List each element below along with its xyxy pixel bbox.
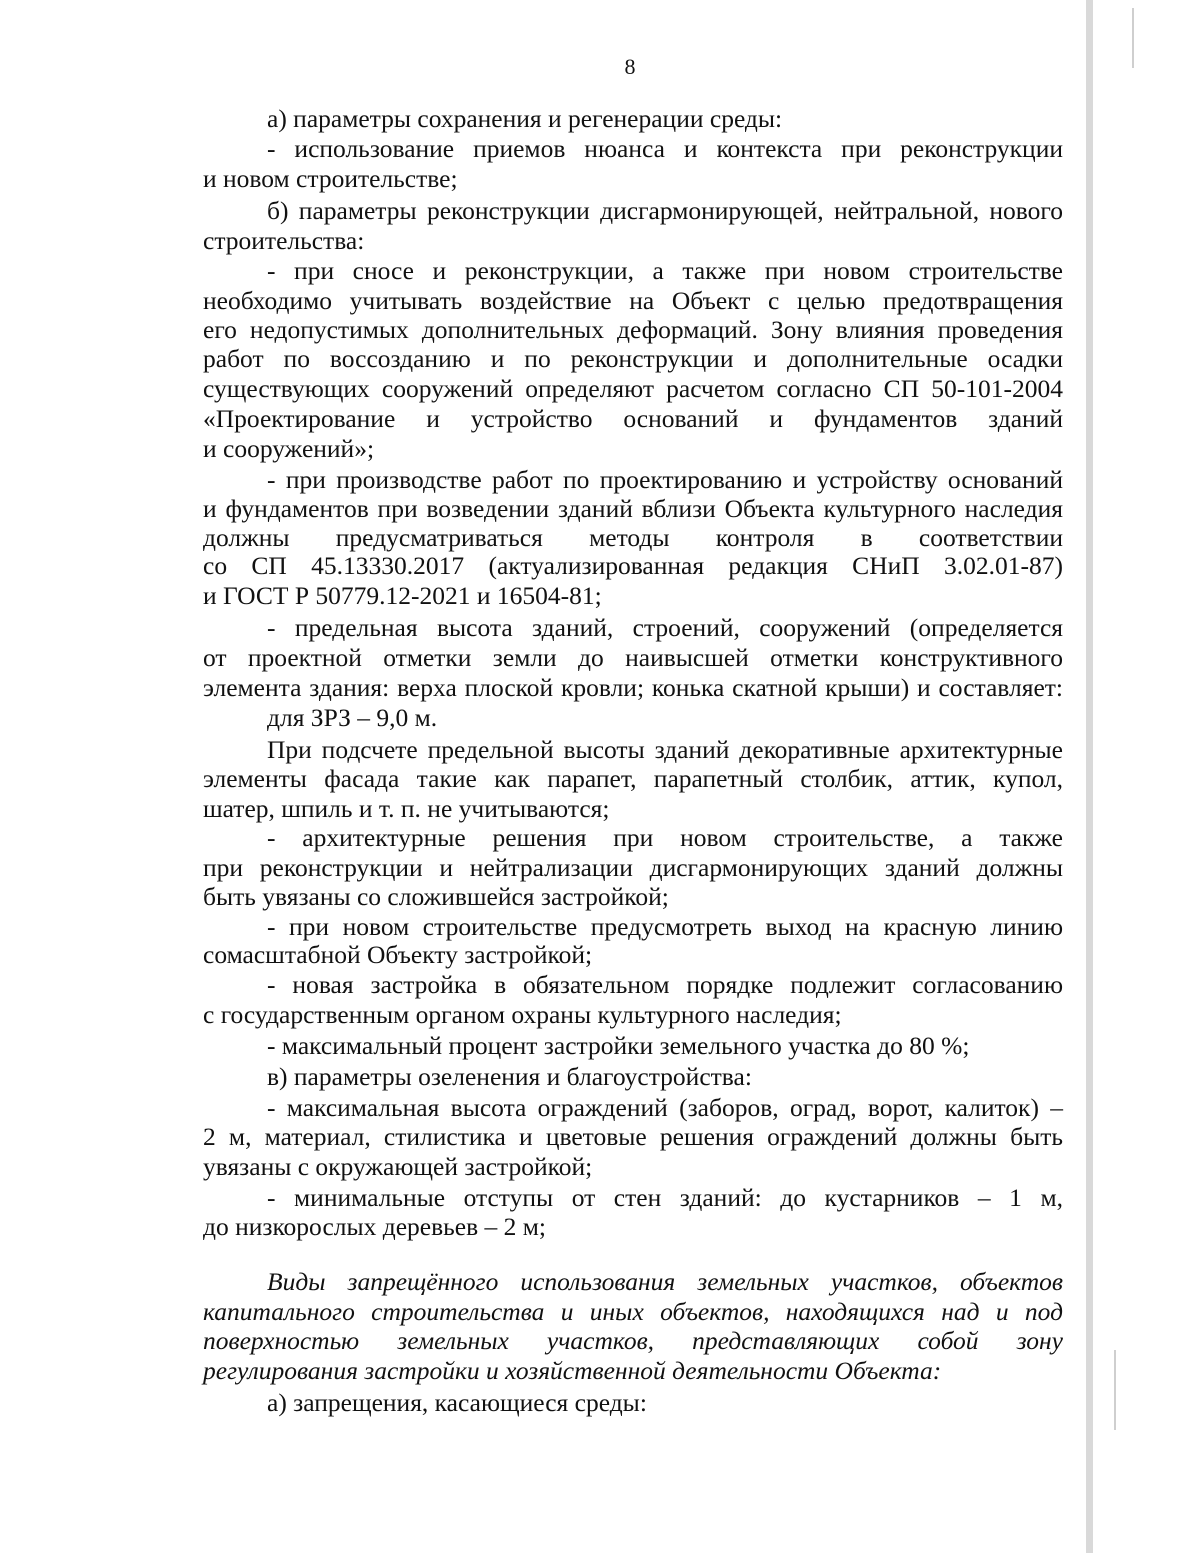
text-line: «Проектирование и устройство оснований и фундаментов зданий [203,404,1063,433]
text-line: сомасштабной Объекту застройкой; [203,940,593,969]
text-line: и сооружений»; [203,434,375,463]
text-line: его недопустимых дополнительных деформаций. Зону влияния проведения [203,315,1063,344]
text-line: существующих сооружений определяют расчетом согласно СП 50-101-2004 [203,374,1063,403]
scan-edge-shadow [1086,0,1093,1553]
text-line: с государственным органом охраны культурного наследия; [203,1000,842,1029]
text-line: - архитектурные решения при новом строительстве, а также [267,823,1063,852]
text-line: для ЗРЗ – 9,0 м. [267,703,438,732]
text-line: строительства: [203,226,365,255]
text-line: в) параметры озеленения и благоустройства: [267,1062,752,1091]
text-line: - минимальные отступы от стен зданий: до кустарников – 1 м, [267,1183,1063,1212]
text-line: При подсчете предельной высоты зданий декоративные архитектурные [267,735,1063,764]
text-line: шатер, шпиль и т. п. не учитываются; [203,794,610,823]
text-line: до низкорослых деревьев – 2 м; [203,1212,546,1241]
italic-heading-line: капитального строительства и иных объектов, находящихся над и под [203,1297,1063,1326]
text-line: элемента здания: верха плоской кровли; конька скатной крыши) и составляет: [203,673,1063,702]
text-line: при реконструкции и нейтрализации дисгармонирующих зданий должны [203,853,1063,882]
text-line: и ГОСТ Р 50779.12-2021 и 16504-81; [203,581,602,610]
text-line: элементы фасада такие как парапет, парапетный столбик, аттик, купол, [203,764,1063,793]
text-line: должны предусматриваться методы контроля в соответствии [203,523,1063,552]
text-line: а) запрещения, касающиеся среды: [267,1388,647,1417]
text-line: - при новом строительстве предусмотреть выход на красную линию [267,912,1063,941]
text-line: - максимальная высота ограждений (заборов, оград, ворот, калиток) – [267,1093,1063,1122]
text-line: - при производстве работ по проектированию и устройству оснований [267,465,1063,494]
text-line: работ по воссозданию и по реконструкции и дополнительные осадки [203,344,1063,373]
text-line: от проектной отметки земли до наивысшей отметки конструктивного [203,643,1063,672]
text-line: быть увязаны со сложившейся застройкой; [203,882,669,911]
text-line: 2 м, материал, стилистика и цветовые решения ограждений должны быть [203,1122,1063,1151]
text-line: - новая застройка в обязательном порядке подлежит согласованию [267,970,1063,999]
scan-edge-mark [1114,1350,1116,1430]
text-line: - при сносе и реконструкции, а также при новом строительстве [267,256,1063,285]
text-line: б) параметры реконструкции дисгармонирующей, нейтральной, нового [267,196,1063,225]
text-line: и новом строительстве; [203,164,458,193]
text-line: необходимо учитывать воздействие на Объект с целью предотвращения [203,286,1063,315]
text-line: увязаны с окружающей застройкой; [203,1152,593,1181]
italic-heading-line: поверхностью земельных участков, представляющих собой зону [203,1326,1063,1355]
text-line: и фундаментов при возведении зданий вблизи Объекта культурного наследия [203,494,1063,523]
text-line: - использование приемов нюанса и контекста при реконструкции [267,134,1063,163]
text-line: а) параметры сохранения и регенерации среды: [267,104,783,133]
text-line: - максимальный процент застройки земельного участка до 80 %; [267,1031,970,1060]
italic-heading-line: регулирования застройки и хозяйственной деятельности Объекта: [203,1356,942,1385]
text-line: со СП 45.13330.2017 (актуализированная редакция СНиП 3.02.01-87) [203,551,1063,580]
text-line: - предельная высота зданий, строений, сооружений (определяется [267,613,1063,642]
italic-heading-line: Виды запрещённого использования земельных участков, объектов [267,1267,1063,1296]
page-number: 8 [624,54,636,79]
